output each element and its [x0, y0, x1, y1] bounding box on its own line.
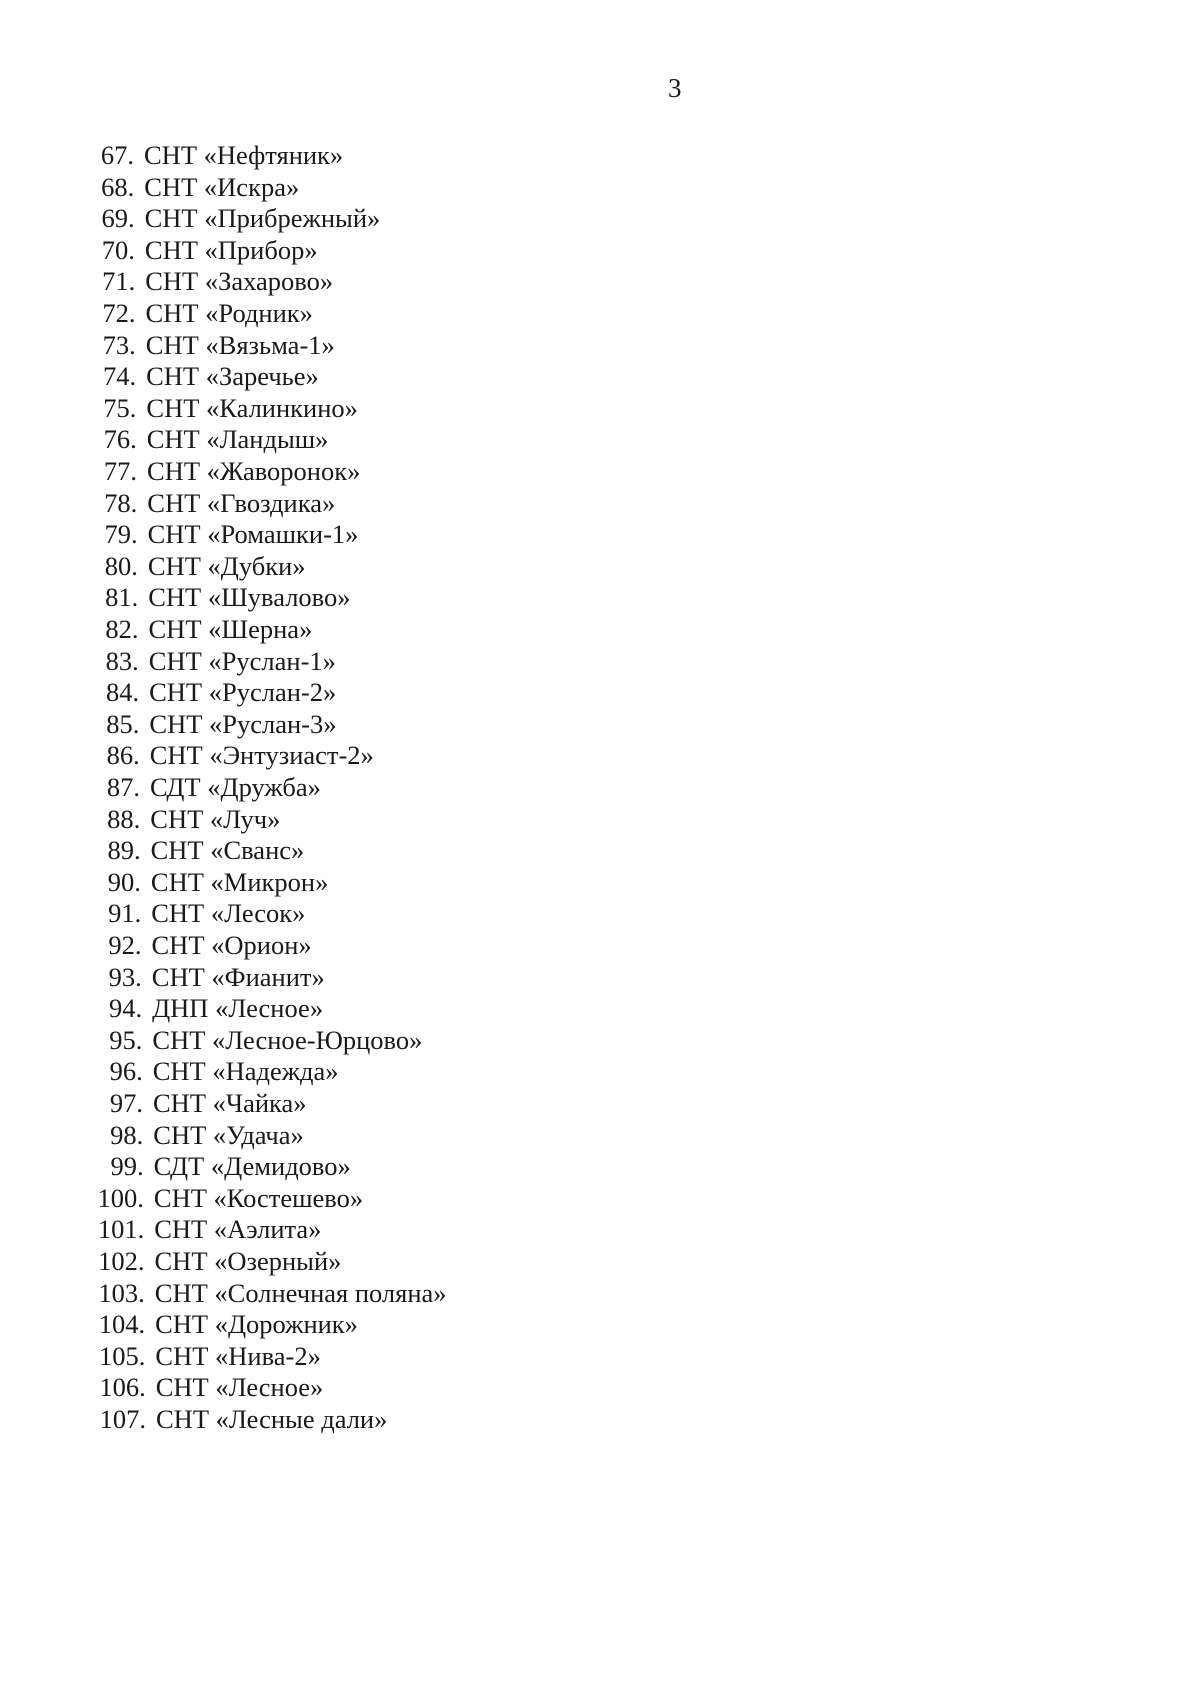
item-name: СДТ «Демидово» — [153, 1151, 351, 1182]
item-number: 73. — [102, 329, 136, 360]
item-name: СНТ «Луч» — [150, 803, 281, 834]
item-number: 102. — [98, 1246, 145, 1276]
item-name: СНТ «Дубки» — [147, 550, 306, 581]
item-name: СНТ «Надежда» — [152, 1056, 339, 1087]
item-name: СНТ «Шерна» — [148, 614, 313, 644]
item-number: 92. — [108, 930, 142, 960]
item-name: СДТ «Дружба» — [150, 772, 321, 802]
item-name: СНТ «Аэлита» — [154, 1214, 322, 1245]
item-number: 80. — [104, 550, 138, 581]
item-number: 105. — [99, 1340, 146, 1371]
item-number: 98. — [110, 1119, 144, 1150]
item-name: СНТ «Прибрежный» — [144, 203, 381, 234]
item-number: 74. — [102, 361, 137, 392]
item-number: 77. — [103, 456, 137, 486]
item-number: 75. — [103, 392, 137, 423]
item-number: 104. — [98, 1309, 146, 1340]
item-name: СНТ «Солнечная поляна» — [154, 1277, 447, 1308]
item-name: СНТ «Шувалово» — [148, 582, 351, 613]
item-name: СНТ «Лесное» — [155, 1372, 324, 1403]
item-name: СНТ «Дорожник» — [155, 1309, 358, 1340]
item-number: 85. — [106, 708, 140, 739]
item-name: СНТ «Лесное-Юрцово» — [152, 1024, 423, 1055]
item-number: 71. — [102, 266, 136, 297]
item-number: 86. — [106, 740, 140, 771]
item-name: СНТ «Родник» — [145, 298, 313, 328]
item-name: СНТ «Сванс» — [150, 835, 305, 866]
item-number: 81. — [105, 582, 139, 613]
item-name: СНТ «Микрон» — [150, 866, 329, 897]
item-number: 94. — [108, 993, 143, 1024]
page-number: 3 — [668, 73, 682, 103]
item-number: 101. — [97, 1214, 145, 1245]
item-number: 93. — [108, 961, 142, 992]
item-number: 100. — [97, 1182, 144, 1213]
item-number: 70. — [101, 234, 135, 265]
item-name: СНТ «Лесные дали» — [156, 1404, 388, 1434]
item-number: 90. — [107, 866, 141, 897]
item-number: 95. — [109, 1024, 143, 1055]
item-number: 96. — [109, 1056, 143, 1087]
item-number: 103. — [98, 1277, 145, 1308]
item-name: СНТ «Нива-2» — [155, 1340, 321, 1371]
item-number: 79. — [104, 519, 138, 550]
item-name: СНТ «Ромашки-1» — [147, 519, 359, 550]
item-name: СНТ «Энтузиаст-2» — [149, 740, 374, 771]
item-number: 68. — [101, 171, 135, 202]
item-name: СНТ «Руслан-1» — [148, 645, 336, 676]
item-name: СНТ «Удача» — [153, 1119, 304, 1150]
item-number: 67. — [100, 140, 134, 170]
item-name: СНТ «Фианит» — [151, 961, 325, 992]
item-name: СНТ «Чайка» — [153, 1088, 307, 1118]
item-name: СНТ «Жаворонок» — [147, 456, 361, 486]
item-name: ДНП «Лесное» — [152, 993, 324, 1024]
item-number: 106. — [99, 1372, 146, 1403]
item-name: СНТ «Нефтяник» — [144, 140, 344, 170]
item-number: 72. — [102, 298, 136, 328]
item-name: СНТ «Руслан-3» — [149, 708, 337, 739]
item-number: 97. — [109, 1088, 143, 1118]
item-name: СНТ «Озерный» — [154, 1246, 342, 1276]
item-number: 91. — [108, 898, 142, 929]
item-number: 89. — [107, 835, 141, 866]
item-number: 107. — [99, 1404, 146, 1434]
item-name: СНТ «Калинкино» — [146, 392, 358, 423]
item-number: 82. — [105, 614, 139, 644]
item-number: 99. — [110, 1151, 144, 1182]
item-name: СНТ «Заречье» — [146, 361, 319, 392]
item-name: СНТ «Орион» — [151, 930, 312, 960]
item-name: СНТ «Руслан-2» — [149, 677, 337, 708]
item-number: 76. — [103, 424, 137, 455]
item-number: 69. — [101, 203, 135, 234]
item-name: СНТ «Вязьма-1» — [145, 329, 335, 360]
item-name: СНТ «Лесок» — [151, 898, 306, 929]
item-name: СНТ «Прибор» — [144, 234, 318, 265]
item-name: СНТ «Гвоздика» — [147, 487, 336, 518]
item-number: 78. — [104, 487, 138, 518]
item-number: 87. — [106, 772, 140, 802]
item-name: СНТ «Костешево» — [153, 1182, 364, 1213]
item-name: СНТ «Ландыш» — [146, 424, 329, 455]
item-number: 84. — [105, 677, 140, 708]
item-number: 88. — [107, 803, 141, 834]
item-name: СНТ «Захарово» — [145, 266, 334, 297]
item-name: СНТ «Искра» — [144, 171, 300, 202]
item-number: 83. — [105, 645, 139, 676]
